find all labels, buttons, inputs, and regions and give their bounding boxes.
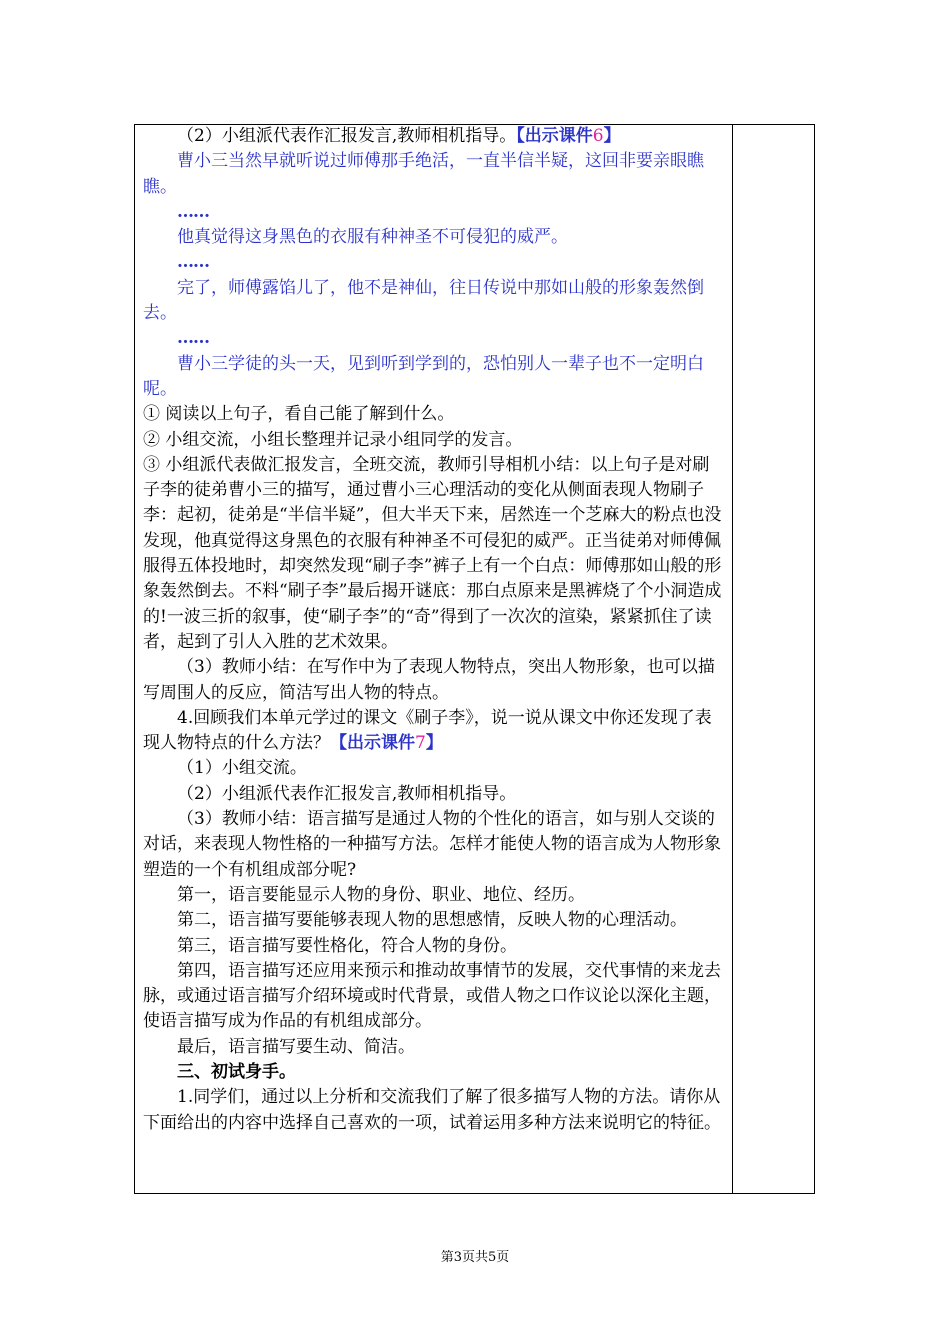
ellipsis-2: ……: [177, 252, 209, 273]
group-discussion: （1）小组交流。: [177, 758, 307, 779]
teacher-summary-1: （3）教师小结：在写作中为了表现人物特点，突出人物形象，也可以描写周围人的反应，简洁写出人物的特点。: [143, 657, 715, 703]
page-footer: 第3页共5页: [440, 1250, 510, 1265]
quote-2: 他真觉得这身黑色的衣服有种神圣不可侵犯的威严。: [177, 227, 568, 248]
group-report: （2）小组派代表作汇报发言,教师相机指导。: [177, 783, 517, 804]
step-2: ② 小组交流，小组长整理并记录小组同学的发言。: [143, 429, 523, 450]
paragraph-review-7: 4.回顾我们本单元学过的课文《刷子李》，说一说从课文中你还发现了表现人物特点的什么方法？【出示课件7】: [143, 707, 712, 754]
point-third: 第三，语言描写要性格化，符合人物的身份。: [177, 935, 517, 956]
courseware-tag-6: 【出示课件6】: [516, 126, 621, 146]
ellipsis-3: ……: [177, 328, 209, 349]
paragraph-report-6: （2）小组派代表作汇报发言,教师相机指导。【出示课件6】: [177, 126, 621, 146]
quote-4: 曹小三学徒的头一天，见到听到学到的，恐怕别人一辈子也不一定明白呢。: [143, 353, 704, 399]
section-heading-3: 三、初试身手。: [177, 1061, 296, 1082]
teacher-summary-2: （3）教师小结：语言描写是通过人物的个性化的语言，如与别人交谈的对话，来表现人物性格的一种描写方法。怎样才能使人物的语言成为人物形象塑造的一个有机组成部分呢?: [143, 809, 721, 880]
point-first: 第一，语言要能显示人物的身份、职业、地位、经历。: [177, 884, 585, 905]
point-last: 最后，语言描写要生动、简洁。: [177, 1036, 415, 1057]
lesson-table: [134, 124, 815, 1194]
step-3: ③ 小组派代表做汇报发言，全班交流，教师引导相机小结：以上句子是对刷子李的徒弟曹小三的描写，通过曹小三心理活动的变化从侧面表现人物刷子李：起初，徒弟是“半信半疑”，但大半天下来，居然连一个芝麻大的粉点也没发现，他真觉得这身黑色的衣服有种神圣不可侵犯的威严。正当徒弟对师傅佩服得五体投地时，却突然发现“刷子李”裤子上有一个白点：师傅那如山般的形象轰然倒去。不料“刷子李”最后揭开谜底：那白点原来是黑裤烧了个小洞造成的!一波三折的叙事，使“刷子李”的“奇”得到了一次次的渲染，紧紧抓住了读者，起到了引人入胜的艺术效果。: [143, 454, 722, 652]
table-column-divider: [732, 125, 733, 1193]
quote-1: 曹小三当然早就听说过师傅那手绝活，一直半信半疑，这回非要亲眼瞧瞧。: [143, 151, 704, 197]
lesson-content: [143, 125, 726, 1136]
quote-3: 完了，师傅露馅儿了，他不是神仙，往日传说中那如山般的形象轰然倒去。: [143, 277, 704, 324]
point-second: 第二，语言描写要能够表现人物的思想感情，反映人物的心理活动。: [177, 910, 687, 931]
ellipsis-1: ……: [177, 201, 209, 222]
courseware-tag-7: 【出示课件7】: [330, 733, 443, 754]
exercise-1: 1.同学们，通过以上分析和交流我们了解了很多描写人物的方法。请你从下面给出的内容中选择自己喜欢的一项，试着运用多种方法来说明它的特征。: [143, 1087, 721, 1133]
step-1: ① 阅读以上句子，看自己能了解到什么。: [143, 404, 455, 425]
point-fourth: 第四，语言描写还应用来预示和推动故事情节的发展，交代事情的来龙去脉，或通过语言描写介绍环境或时代背景，或借人物之口作议论以深化主题，使语言描写成为作品的有机组成部分。: [143, 960, 721, 1032]
